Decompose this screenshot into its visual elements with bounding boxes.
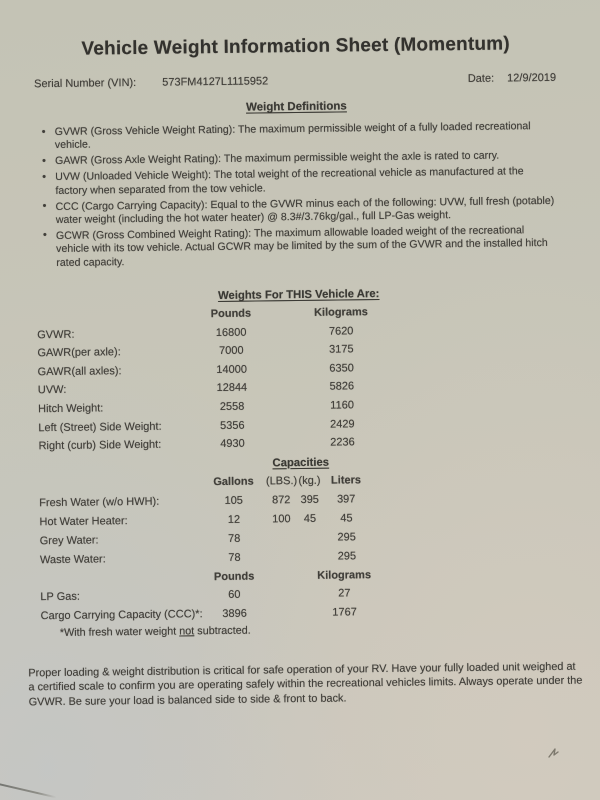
row-label: Left (Street) Side Weight: bbox=[38, 420, 162, 434]
kilograms-value: 3175 bbox=[329, 343, 354, 356]
row-label: Right (curb) Side Weight: bbox=[38, 438, 162, 453]
row-label: GAWR(per axle): bbox=[37, 346, 121, 360]
lbs-value: 100 bbox=[272, 512, 291, 526]
pounds-value: 3896 bbox=[222, 607, 247, 620]
pounds-value: 14000 bbox=[216, 363, 247, 376]
row-label: Hot Water Heater: bbox=[39, 514, 128, 529]
pounds-column-header: Pounds bbox=[210, 307, 252, 321]
footnote-underlined-word: not bbox=[179, 624, 195, 638]
empty-cell bbox=[40, 568, 174, 588]
definition-text: UVW (Unloaded Vehicle Weight): The total weight of the recreational vehicle as manufactured at the factory when separated from the tow vehicle. bbox=[55, 165, 524, 197]
page-title: Vehicle Weight Information Sheet (Momentum) bbox=[81, 33, 510, 60]
row-label: Hitch Weight: bbox=[38, 402, 104, 416]
gallons-column-header: Gallons bbox=[213, 475, 254, 488]
definition-text: GCWR (Gross Combined Weight Rating): The maximum allowable loaded weight of the recreational vehicle with its tow vehicle. Actual GCWR may be limited by the sum of the GVWR and the installed hitch rated capacity. bbox=[55, 224, 548, 269]
pen-mark bbox=[546, 745, 564, 761]
kg-value: 395 bbox=[300, 493, 319, 506]
empty-cell bbox=[39, 473, 201, 494]
serial-number-value: 573FM4127L1115952 bbox=[162, 75, 269, 89]
kilograms-value: 27 bbox=[338, 587, 351, 600]
pounds-value: 16800 bbox=[215, 326, 247, 339]
capacities-heading: Capacities bbox=[272, 456, 330, 470]
weight-definitions-heading: Weight Definitions bbox=[245, 100, 347, 114]
safety-paragraph: Proper loading & weight distribution is critical for safe operation of your RV. Have your fully loaded unit weighed at a certified scale to confirm you are operating safely within the recreational vehicles limits. Always operate under the GVWR. Be sure your load is balanced side to side & front to back. bbox=[28, 660, 583, 709]
weight-definitions-list bbox=[35, 120, 559, 270]
row-label: Waste Water: bbox=[39, 553, 106, 567]
weights-table-heading: Weights For THIS Vehicle Are: bbox=[217, 288, 380, 303]
liters-value: 295 bbox=[337, 550, 357, 563]
lbs-value: 872 bbox=[271, 493, 291, 507]
kilograms-value: 2429 bbox=[329, 417, 355, 431]
lbs-value bbox=[267, 529, 297, 548]
row-label: Cargo Carrying Capacity (CCC)*: bbox=[40, 608, 203, 623]
date-group bbox=[468, 72, 556, 85]
date-value: 12/9/2019 bbox=[507, 71, 557, 85]
pounds-value: 5356 bbox=[219, 419, 245, 432]
footnote-text: subtracted. bbox=[194, 624, 251, 637]
row-label: GVWR: bbox=[37, 328, 75, 341]
serial-number-label: Serial Number (VIN): bbox=[34, 76, 137, 91]
kg-value bbox=[297, 548, 324, 567]
pounds-value: 2558 bbox=[219, 400, 245, 414]
kilograms-column-header: Kilograms bbox=[313, 306, 368, 319]
meta-spacer bbox=[268, 82, 468, 84]
meta-row bbox=[34, 72, 556, 90]
gallons-value: 12 bbox=[227, 513, 241, 526]
kilograms-value: 7620 bbox=[328, 324, 354, 338]
liters-value: 397 bbox=[336, 493, 356, 506]
date-label: Date: bbox=[467, 72, 495, 85]
definition-text: GAWR (Gross Axle Weight Rating): The maximum permissible weight the axle is rated to carry. bbox=[54, 149, 500, 168]
pounds-column-header: Pounds bbox=[213, 570, 255, 583]
footnote-text: *With fresh water weight bbox=[59, 625, 180, 639]
kg-value: 45 bbox=[303, 512, 317, 525]
pounds-value: 60 bbox=[228, 589, 241, 602]
gallons-value: 105 bbox=[224, 494, 243, 507]
kg-column-header: (kg.) bbox=[298, 474, 321, 487]
empty-cell bbox=[37, 306, 171, 326]
row-label: GAWR(all axles): bbox=[37, 365, 122, 379]
lbs-value bbox=[267, 548, 297, 567]
liters-value: 295 bbox=[337, 531, 356, 544]
definition-text: CCC (Cargo Carrying Capacity): Equal to the GVWR minus each of the following: UVW, full fresh (potable) water weight (including the hot water heater) @ 8.3#/3.76kg/gal., full LP-Gas weight. bbox=[55, 194, 555, 226]
definition-gcwr bbox=[56, 224, 558, 270]
kg-value bbox=[297, 529, 324, 548]
kilograms-value: 6350 bbox=[329, 362, 354, 375]
liters-value: 45 bbox=[340, 512, 353, 525]
definition-text: GVWR (Gross Vehicle Weight Rating): The maximum permissible weight of a fully loaded recreational vehicle. bbox=[54, 120, 531, 152]
gallons-value: 78 bbox=[228, 551, 241, 564]
capacities-table bbox=[39, 469, 564, 570]
row-label: Grey Water: bbox=[39, 534, 99, 548]
gallons-value: 78 bbox=[227, 532, 241, 545]
weights-table bbox=[37, 301, 563, 456]
row-label: LP Gas: bbox=[40, 591, 81, 604]
pounds-value: 12844 bbox=[216, 382, 248, 395]
definition-gvwr bbox=[55, 120, 557, 153]
row-label: Fresh Water (w/o HWH): bbox=[39, 495, 160, 510]
kilograms-value: 1767 bbox=[332, 606, 357, 619]
pounds-value: 7000 bbox=[219, 344, 244, 358]
kilograms-column-header: Kilograms bbox=[317, 568, 372, 582]
liters-column-header: Liters bbox=[330, 474, 362, 487]
kilograms-value: 2236 bbox=[330, 436, 355, 449]
row-label: UVW: bbox=[37, 384, 67, 397]
pounds-value: 4930 bbox=[220, 437, 245, 451]
definition-uvw bbox=[55, 165, 557, 198]
lbs-column-header: (LBS.) bbox=[265, 474, 298, 488]
kilograms-value: 5826 bbox=[329, 380, 355, 394]
lp-gas-table bbox=[40, 564, 565, 626]
kilograms-value: 1160 bbox=[330, 399, 354, 412]
definition-ccc bbox=[56, 194, 558, 227]
